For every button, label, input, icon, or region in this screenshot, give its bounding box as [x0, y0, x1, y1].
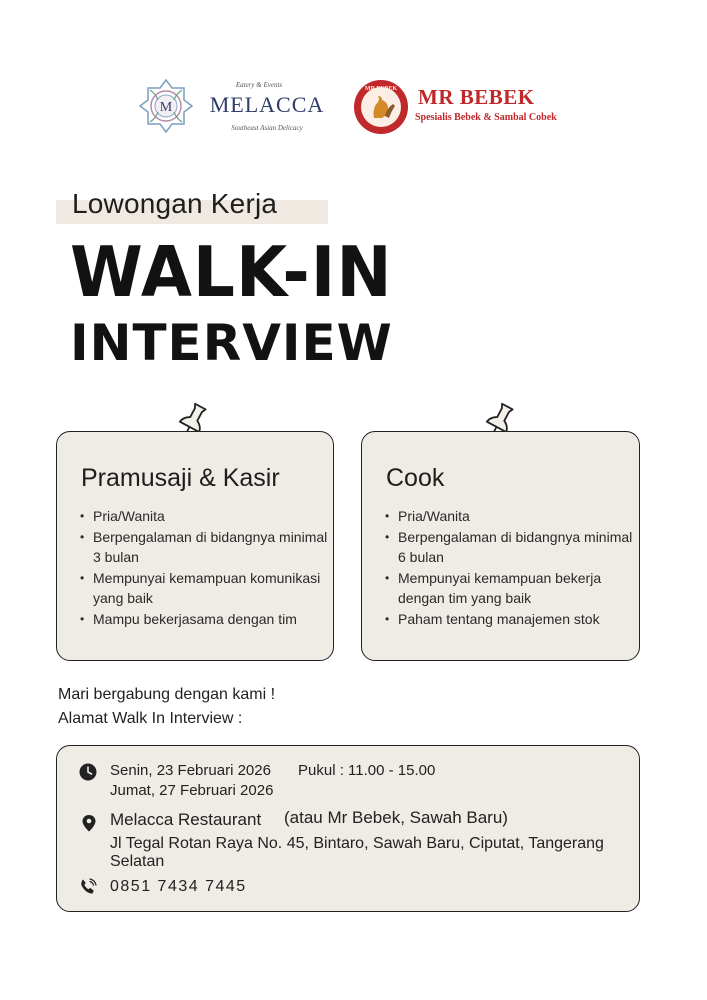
venue-name: Melacca Restaurant — [110, 810, 262, 829]
interview-info-card — [56, 745, 640, 912]
location-pin-icon — [80, 814, 98, 832]
contact-phone: 0851 7434 7445 — [110, 878, 247, 895]
heading-title-line2: INTERVIEW — [70, 314, 393, 372]
job-card-pramusaji-kasir — [56, 431, 334, 661]
heading-title-line1: WALK-IN — [70, 232, 393, 313]
mr-bebek-logo-name: MR BEBEK — [418, 85, 535, 109]
interview-time: Pukul : 11.00 - 15.00 — [298, 762, 436, 779]
interview-date-1: Senin, 23 Februari 2026 — [110, 762, 271, 779]
clock-icon — [79, 763, 97, 781]
melacca-tagline: Southeast Asian Delicacy — [231, 124, 303, 132]
requirement-item: • Berpengalaman di bidangnya minimal 6 bulan — [398, 527, 638, 567]
mr-bebek-emblem-text: MR BEBEK — [364, 86, 398, 92]
mr-bebek-tagline: Spesialis Bebek & Sambal Cobek — [415, 112, 557, 123]
melacca-top-text: Eatery & Events — [235, 81, 283, 89]
requirements-list — [384, 506, 638, 630]
venue-street-address: Jl Tegal Rotan Raya No. 45, Bintaro, Sawah Baru, Ciputat, Tangerang Selatan — [110, 835, 604, 870]
requirement-item: • Paham tentang manajemen stok — [398, 609, 638, 629]
melacca-emblem-letter: M — [159, 100, 173, 115]
job-card-cook — [361, 431, 640, 661]
requirement-item: • Pria/Wanita — [93, 506, 333, 526]
venue-alternative: (atau Mr Bebek, Sawah Baru) — [284, 808, 508, 827]
job-title: Cook — [386, 464, 445, 492]
melacca-logo-emblem — [138, 78, 194, 134]
invite-text: Mari bergabung dengan kami ! — [58, 686, 276, 703]
requirement-item: • Mempunyai kemampuan bekerja dengan tim yang baik — [398, 568, 638, 608]
heading-subtitle: Lowongan Kerja — [72, 188, 278, 219]
phone-icon — [79, 878, 97, 896]
requirement-item: • Pria/Wanita — [398, 506, 638, 526]
melacca-logo-name: MELACCA — [209, 92, 325, 117]
job-title: Pramusaji & Kasir — [81, 464, 280, 492]
interview-date-2: Jumat, 27 Februari 2026 — [110, 782, 274, 799]
requirement-item: • Berpengalaman di bidangnya minimal 3 bulan — [93, 527, 333, 567]
requirement-item: • Mempunyai kemampuan komunikasi yang baik — [93, 568, 333, 608]
requirement-item: • Mampu bekerjasama dengan tim — [93, 609, 333, 629]
requirements-list — [79, 506, 333, 630]
address-label: Alamat Walk In Interview : — [58, 710, 243, 727]
mr-bebek-logo-emblem — [352, 78, 410, 136]
